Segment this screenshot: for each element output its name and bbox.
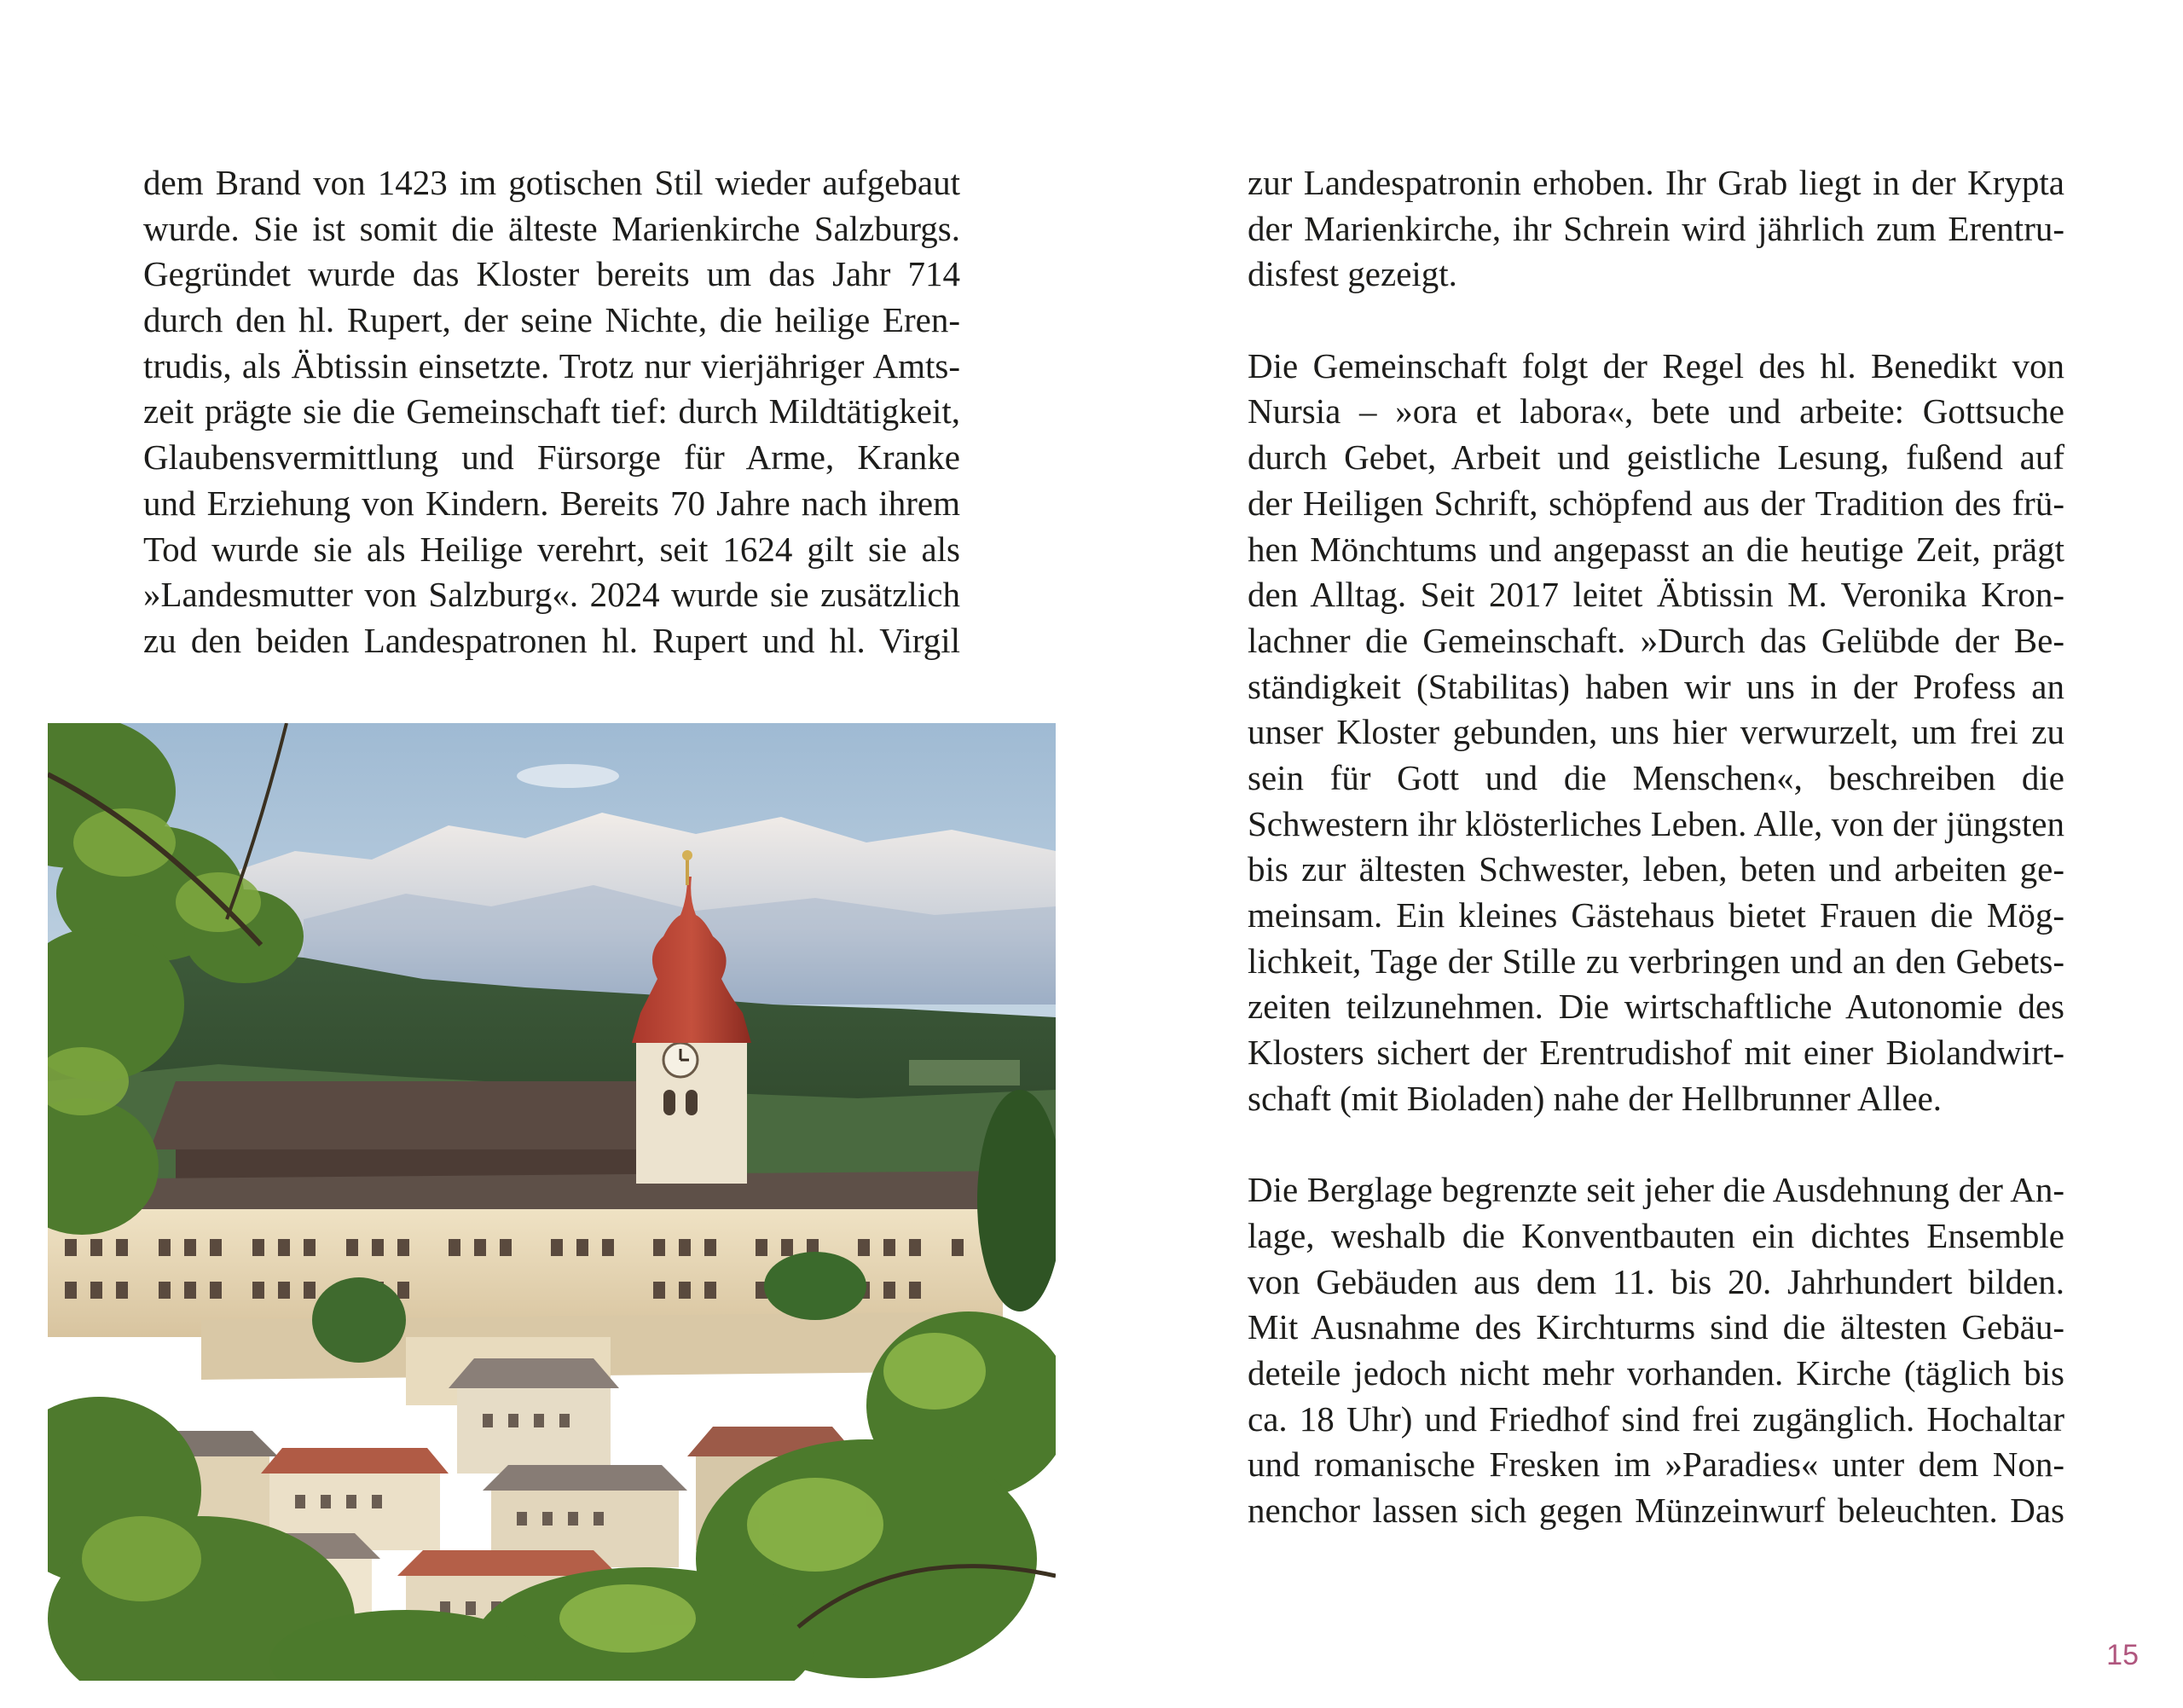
text-line: durch den hl. Rupert, der seine Nichte, die heilige Eren- <box>143 300 960 340</box>
text-line: der Marienkirche, ihr Schrein wird jährlich zum Erentru- <box>1248 208 2064 248</box>
text-line: bis zur ältesten Schwester, leben, beten und arbeiten ge- <box>1248 849 2064 889</box>
text-line: zeiten teilzunehmen. Die wirtschaftliche Autonomie des <box>1248 987 2064 1027</box>
text-line: Gegründet wurde das Kloster bereits um das Jahr 714 <box>143 254 960 294</box>
text-line: »Landesmutter von Salzburg«. 2024 wurde sie zusätzlich <box>143 575 960 615</box>
text-line: deteile jedoch nicht mehr vorhanden. Kirche (täglich bis <box>1248 1352 2064 1392</box>
text-line: ca. 18 Uhr) und Friedhof sind frei zugänglich. Hochaltar <box>1248 1398 2064 1439</box>
text-line: wurde. Sie ist somit die älteste Marienkirche Salzburgs. <box>143 208 960 248</box>
page-number: 15 <box>2106 1639 2139 1671</box>
text-line: der Heiligen Schrift, schöpfend aus der Tradition des frü- <box>1248 483 2064 523</box>
right-text-column <box>1248 160 2064 1579</box>
text-line: unser Kloster gebunden, uns hier verwurzelt, um frei zu <box>1248 712 2064 752</box>
photo-nonnberg-abbey <box>48 723 1056 1681</box>
text-line: Tod wurde sie als Heilige verehrt, seit 1624 gilt sie als <box>143 529 960 569</box>
text-line: sein für Gott und die Menschen«, beschreiben die <box>1248 757 2064 797</box>
text-line: Die Gemeinschaft folgt der Regel des hl. Benedikt von <box>1248 345 2064 385</box>
text-line: den Alltag. Seit 2017 leitet Äbtissin M. Veronika Kron- <box>1248 575 2064 615</box>
text-line: lichkeit, Tage der Stille zu verbringen und an den Gebets- <box>1248 941 2064 981</box>
text-line: schaft (mit Bioladen) nahe der Hellbrunner Allee. <box>1248 1078 1943 1118</box>
text-line: zeit prägte sie die Gemeinschaft tief: durch Mildtätigkeit, <box>143 391 960 431</box>
paragraph <box>1248 344 2064 1122</box>
photo-illustration <box>48 723 1056 1681</box>
text-line: disfest gezeigt. <box>1248 254 1457 294</box>
text-line: trudis, als Äbtissin einsetzte. Trotz nur vierjähriger Amts- <box>143 345 960 385</box>
text-line: zu den beiden Landespatronen hl. Rupert und hl. Virgil <box>143 620 960 660</box>
text-line: Nursia – »ora et labora«, bete und arbeite: Gottsuche <box>1248 391 2064 431</box>
text-line: Mit Ausnahme des Kirchturms sind die ältesten Gebäu- <box>1248 1307 2064 1347</box>
left-text-column <box>143 160 960 709</box>
text-line: meinsam. Ein kleines Gästehaus bietet Frauen die Mög- <box>1248 895 2064 935</box>
text-line: Glaubensvermittlung und Fürsorge für Arme, Kranke <box>143 437 960 478</box>
text-line: und Erziehung von Kindern. Bereits 70 Jahre nach ihrem <box>143 483 960 523</box>
paragraph <box>1248 1167 2064 1534</box>
text-line: hen Mönchtums und angepasst an die heutige Zeit, prägt <box>1248 529 2064 569</box>
text-line: lachner die Gemeinschaft. »Durch das Gelübde der Be- <box>1248 620 2064 660</box>
text-line: Die Berglage begrenzte seit jeher die Ausdehnung der An- <box>1248 1170 2064 1210</box>
text-line: Klosters sichert der Erentrudishof mit einer Biolandwirt- <box>1248 1033 2064 1073</box>
paragraph <box>1248 160 2064 298</box>
text-line: Schwestern ihr klösterliches Leben. Alle, von der jüngsten <box>1248 803 2064 843</box>
text-line: zur Landespatronin erhoben. Ihr Grab liegt in der Krypta <box>1248 163 2064 202</box>
text-line: nenchor lassen sich gegen Münzeinwurf beleuchten. Das <box>1248 1490 2064 1530</box>
text-line: ständigkeit (Stabilitas) haben wir uns in der Profess an <box>1248 666 2064 706</box>
text-line: dem Brand von 1423 im gotischen Stil wieder aufgebaut <box>143 163 960 202</box>
text-line: lage, weshalb die Konventbauten ein dichtes Ensemble <box>1248 1215 2064 1255</box>
text-line: durch Gebet, Arbeit und geistliche Lesung, fußend auf <box>1248 437 2064 478</box>
text-line: und romanische Fresken im »Paradies« unter dem Non- <box>1248 1445 2064 1485</box>
paragraph <box>143 160 960 664</box>
text-line: von Gebäuden aus dem 11. bis 20. Jahrhundert bilden. <box>1248 1261 2064 1301</box>
